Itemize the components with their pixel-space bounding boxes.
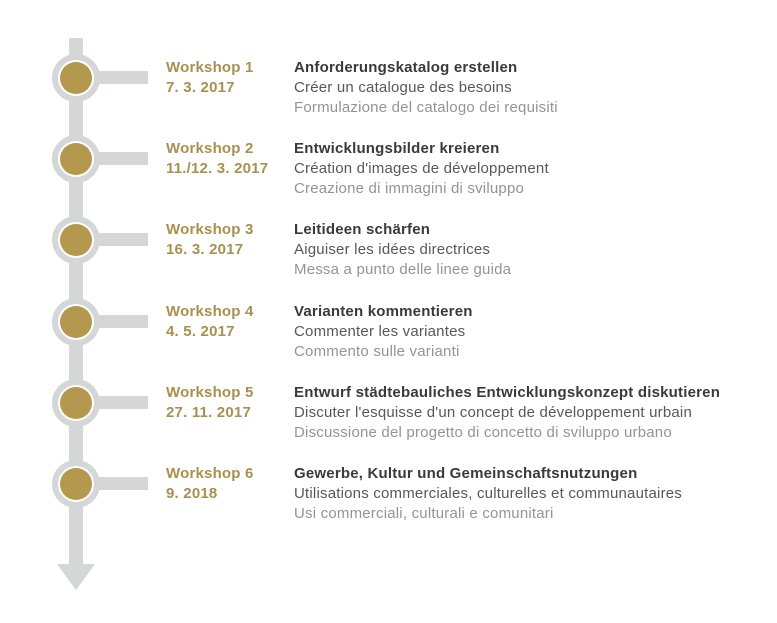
timeline-row-workshop-6 [166,464,766,524]
description-french: Créer un catalogue des besoins [294,79,512,96]
workshop-title: Workshop 5 [166,384,254,401]
workshop-description [294,302,766,362]
workshop-title: Workshop 2 [166,140,254,157]
description-french: Utilisations commerciales, culturelles et communautaires [294,485,683,502]
description-german: Gewerbe, Kultur und Gemeinschaftsnutzungen [294,465,638,482]
workshop-label [166,139,294,179]
workshop-description [294,464,766,524]
description-german: Varianten kommentieren [294,303,473,320]
arrow-down-icon [57,564,95,590]
workshop-title: Workshop 6 [166,465,254,482]
workshop-date: 16. 3. 2017 [166,241,244,258]
description-french: Discuter l'esquisse d'un concept de développement urbain [294,404,692,421]
description-french: Commenter les variantes [294,323,466,340]
description-italian: Formulazione del catalogo dei requisiti [294,99,558,116]
description-german: Entwicklungsbilder kreieren [294,140,500,157]
node-dot-icon [60,224,92,256]
workshop-label [166,464,294,504]
timeline-row-workshop-4 [166,302,766,362]
workshop-description [294,383,766,443]
description-italian: Discussione del progetto di concetto di sviluppo urbano [294,424,672,441]
workshop-title: Workshop 4 [166,303,254,320]
workshop-date: 27. 11. 2017 [166,404,251,421]
timeline-row-workshop-1 [166,58,766,118]
description-french: Aiguiser les idées directrices [294,241,491,258]
workshop-title: Workshop 3 [166,221,254,238]
workshop-date: 7. 3. 2017 [166,79,235,96]
description-italian: Creazione di immagini di sviluppo [294,180,525,197]
workshop-date: 11./12. 3. 2017 [166,160,269,177]
description-german: Entwurf städtebauliches Entwicklungskonzept diskutieren [294,384,721,401]
workshop-label [166,58,294,98]
description-italian: Usi commerciali, culturali e comunitari [294,505,554,522]
workshop-description [294,139,766,199]
node-dot-icon [60,468,92,500]
workshop-description [294,220,766,280]
workshop-date: 4. 5. 2017 [166,323,235,340]
timeline-row-workshop-3 [166,220,766,280]
workshop-label [166,220,294,260]
workshop-label [166,383,294,423]
description-german: Anforderungskatalog erstellen [294,59,518,76]
node-dot-icon [60,143,92,175]
description-italian: Messa a punto delle linee guida [294,261,512,278]
description-italian: Commento sulle varianti [294,343,460,360]
description-french: Création d'images de développement [294,160,549,177]
workshop-label [166,302,294,342]
workshop-description [294,58,766,118]
node-dot-icon [60,306,92,338]
node-dot-icon [60,62,92,94]
workshop-title: Workshop 1 [166,59,254,76]
timeline-row-workshop-2 [166,139,766,199]
description-german: Leitideen schärfen [294,221,431,238]
workshop-date: 9. 2018 [166,485,218,502]
timeline-row-workshop-5 [166,383,766,443]
node-dot-icon [60,387,92,419]
